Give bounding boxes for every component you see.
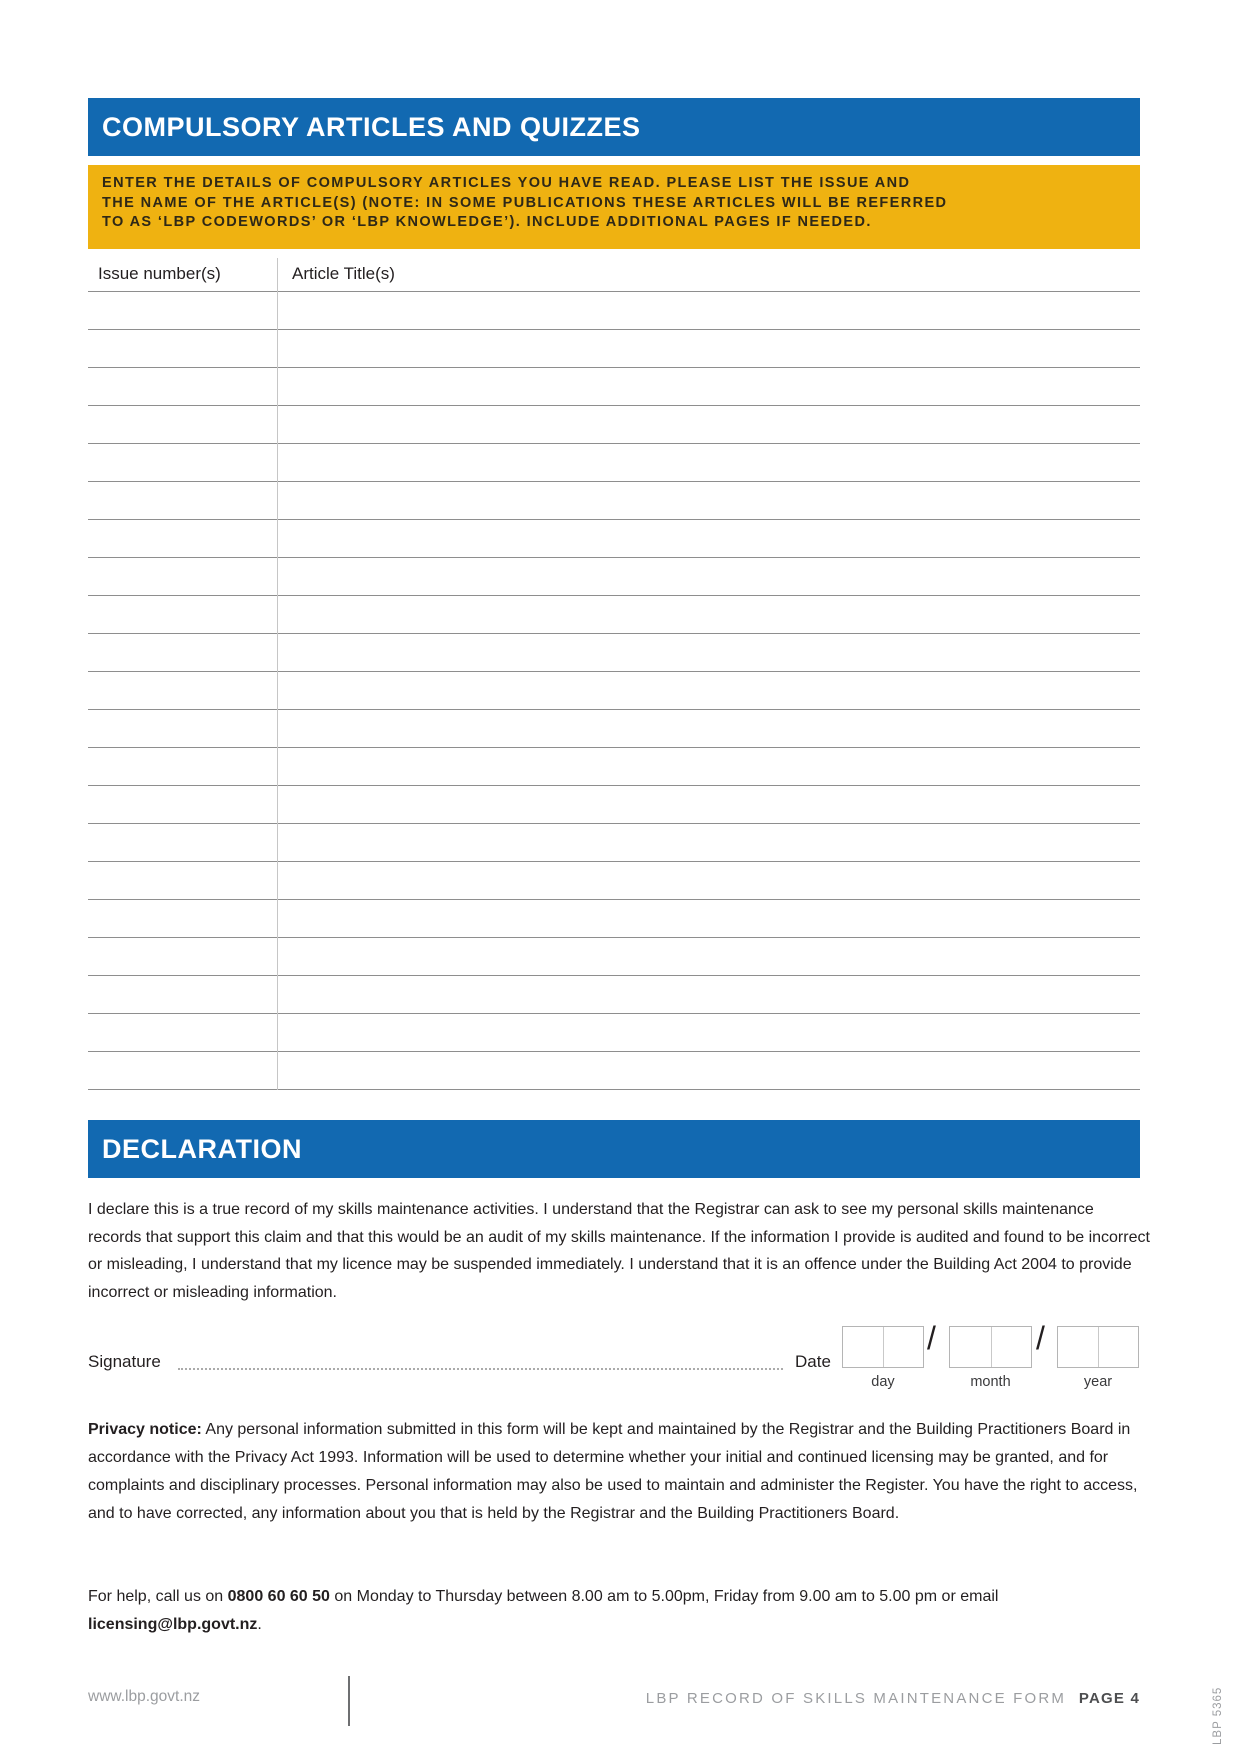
table-row — [88, 1014, 1140, 1052]
articles-table-header-row — [88, 258, 1140, 292]
column-header-issue-number: Issue number(s) — [98, 264, 221, 283]
privacy-notice-text: Privacy notice: Any personal information submitted in this form will be kept and maintained by the Registrar and the Building Practitioners Board in accordance with the Privacy Act 1993. Information will be used to determine whether your initial and continued licensing may be granted, and for complaints and disciplinary processes. Personal information may also be used to maintain and administer the Register. You have the right to access, and to have corrected, any information about you that is held by the Registrar and the Building Practitioners Board. — [88, 1421, 1138, 1522]
signature-label: Signature — [88, 1352, 161, 1371]
date-box-cell-divider — [991, 1327, 992, 1367]
form-code-vertical: LBP 5365 — [1212, 1686, 1224, 1745]
declaration-section-header-bar — [88, 1120, 1140, 1178]
articles-table — [88, 258, 1140, 1090]
table-row — [88, 558, 1140, 596]
date-year-box — [1057, 1326, 1139, 1368]
date-box-cell-divider — [1098, 1327, 1099, 1367]
table-row — [88, 596, 1140, 634]
footer-divider — [348, 1676, 350, 1726]
table-row — [88, 938, 1140, 976]
date-day-box — [842, 1326, 924, 1368]
table-row — [88, 824, 1140, 862]
table-row — [88, 786, 1140, 824]
signature-line — [178, 1368, 783, 1370]
table-row — [88, 862, 1140, 900]
footer-form-title — [646, 1690, 1140, 1707]
date-label: Date — [795, 1352, 831, 1371]
table-row — [88, 900, 1140, 938]
footer-form-name: LBP RECORD OF SKILLS MAINTENANCE FORM — [645, 1690, 1067, 1707]
table-row — [88, 976, 1140, 1014]
table-row — [88, 672, 1140, 710]
table-row — [88, 520, 1140, 558]
table-row — [88, 444, 1140, 482]
table-row — [88, 406, 1140, 444]
table-row — [88, 1052, 1140, 1090]
table-row — [88, 482, 1140, 520]
table-row — [88, 330, 1140, 368]
date-separator-slash: / — [1036, 1320, 1045, 1356]
declaration-section-title: DECLARATION — [102, 1133, 302, 1164]
day-caption: day — [871, 1374, 895, 1390]
help-text: For help, call us on 0800 60 60 50 on Monday to Thursday between 8.00 am to 5.00pm, Friday from 9.00 am to 5.00 pm or email licensing@lbp.govt.nz. — [88, 1588, 999, 1633]
date-separator-slash: / — [927, 1320, 936, 1356]
footer-page-number: PAGE 4 — [1078, 1690, 1140, 1707]
articles-section-header-bar — [88, 98, 1140, 156]
table-row — [88, 634, 1140, 672]
footer-website-url: www.lbp.govt.nz — [88, 1688, 200, 1705]
month-caption: month — [970, 1374, 1011, 1390]
instruction-line: TO AS ‘LBP CODEWORDS’ OR ‘LBP KNOWLEDGE’). INCLUDE ADDITIONAL PAGES IF NEEDED. — [102, 214, 872, 230]
table-row — [88, 292, 1140, 330]
date-box-cell-divider — [883, 1327, 884, 1367]
instruction-notice-box — [88, 165, 1140, 249]
instruction-line: ENTER THE DETAILS OF COMPULSORY ARTICLES YOU HAVE READ. PLEASE LIST THE ISSUE AND — [102, 175, 911, 191]
year-caption: year — [1083, 1374, 1113, 1390]
table-row — [88, 368, 1140, 406]
table-row — [88, 748, 1140, 786]
articles-table-rows — [88, 292, 1140, 1090]
instruction-line: THE NAME OF THE ARTICLE(S) (NOTE: IN SOME PUBLICATIONS THESE ARTICLES WILL BE REFERRED — [102, 194, 948, 211]
articles-section-title: COMPULSORY ARTICLES AND QUIZZES — [102, 111, 641, 142]
table-row — [88, 710, 1140, 748]
declaration-text: I declare this is a true record of my skills maintenance activities. I understand that the Registrar can ask to see my personal skills maintenance records that support this claim and that this would be an audit of my skills maintenance. If the information I provide is audited and found to be incorrect or misleading, I understand that my licence may be suspended immediately. I understand that it is an offence under the Building Act 2004 to provide incorrect or misleading information. — [88, 1201, 1150, 1301]
date-month-box — [949, 1326, 1032, 1368]
column-header-article-title: Article Title(s) — [292, 264, 395, 283]
table-column-divider — [277, 258, 278, 1090]
